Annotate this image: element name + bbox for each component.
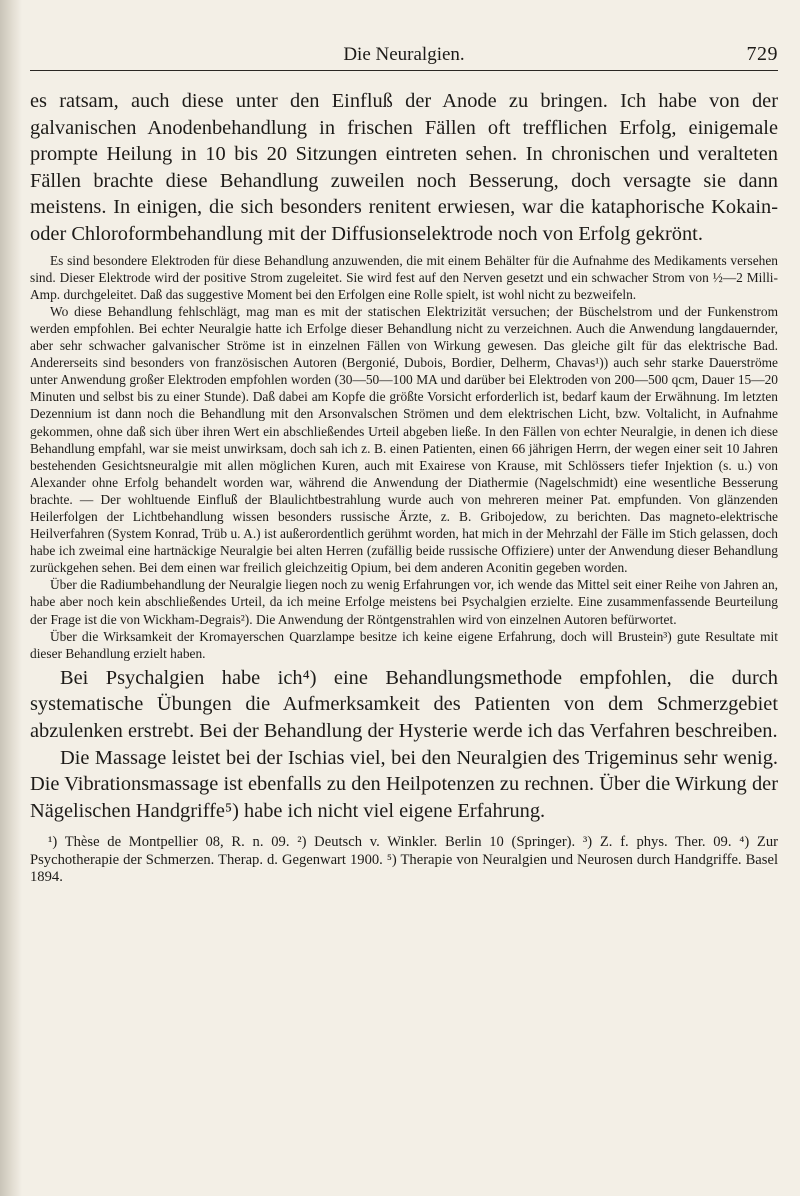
page-header xyxy=(30,40,778,71)
paragraph-radium: Über die Radiumbehandlung der Neuralgie liegen noch zu wenig Erfahrungen vor, ich wende das Mittel seit einer Reihe von Jahren an, habe aber noch kein abschließendes Urteil, da ich meine Erfolge meistens bei Psychalgien erzielte. Eine zusammenfassende Beurteilung der Frage ist die von Wickham-Degrais²). Die Anwendung der Röntgenstrahlen wird von einzelnen Autoren befürwortet. xyxy=(30,577,778,627)
page-body xyxy=(30,88,778,887)
paragraph-psychalgia: Bei Psychalgien habe ich⁴) eine Behandlungsmethode empfohlen, die durch systematische Übungen die Aufmerksamkeit des Patienten von dem Schmerzgebiet abzulenken erstrebt. Bei der Behandlung der Hysterie werde ich das Verfahren beschreiben. xyxy=(30,666,778,742)
paragraph-anode-treatment: es ratsam, auch diese unter den Einfluß der Anode zu bringen. Ich habe von der galvanischen Anodenbehandlung in frischen Fällen oft trefflichen Erfolg, einigemale prompte Heilung in 10 bis 20 Sitzungen eintreten sehen. In chronischen und veralteten Fällen brachte diese Behandlung zuweilen noch Besserung, doch versagte sie dann meistens. In einigen, die sich besonders renitent erwiesen, war die kataphorische Kokain- oder Chloroformbehandlung mit der Diffusionselektrode noch von Erfolg gekrönt. xyxy=(30,90,778,245)
paragraph-massage: Die Massage leistet bei der Ischias viel, bei den Neuralgien des Trigeminus sehr wenig. Die Vibrationsmassage ist ebenfalls zu den Heilpotenzen zu rechnen. Über die Wirkung der Nägelischen Handgriffe⁵) habe ich nicht viel eigene Erfahrung. xyxy=(30,746,778,822)
paragraph-electrodes: Es sind besondere Elektroden für diese Behandlung anzuwenden, die mit einem Behälter für die Aufnahme des Medikaments versehen sind. Dieser Elektrode wird der positive Strom zugeleitet. Sie wird fest auf den Nerven gesetzt und ein schwacher Strom von ½—2 Milli-Amp. durchgeleitet. Daß das suggestive Moment bei den Erfolgen eine Rolle spielt, ist wohl nicht zu bezweifeln. xyxy=(30,252,778,302)
page-gutter-shadow xyxy=(0,0,22,1196)
paragraph-static-electricity: Wo diese Behandlung fehlschlägt, mag man es mit der statischen Elektrizität versuchen; der Büschelstrom und der Funkenstrom werden empfohlen. Bei echter Neuralgie hatte ich Erfolge dieser Behandlung nicht zu verzeichnen. Auch die Anwendung langdauernder, aber sehr schwacher galvanischer Ströme ist in einzelnen Fällen von Wirkung gewesen. Das gleiche gilt für das elektrische Bad. Andererseits sind besonders von französischen Autoren (Bergonié, Dubois, Bordier, Delherm, Chavas¹)) auch sehr starke Dauerströme unter Anwendung großer Elektroden empfohlen worden (30—50—100 MA und darüber bei Elektroden von 200—500 qcm, Dauer 15—20 Minuten und selbst bis zu einer Stunde). Daß dabei am Kopfe die größte Vorsicht erforderlich ist, bedarf kaum der Erwähnung. Im letzten Dezennium ist dann noch die Behandlung mit den Arsonvalschen Strömen und dem elektrischen Licht, bzw. Voltalicht, in Aufnahme gekommen, ohne daß sich über ihren Wert ein abschließendes Urteil abgeben ließe. In den Fällen von echter Neuralgie, in denen ich diese Behandlung empfahl, war sie meist unwirksam, doch sah ich z. B. einen Patienten, einen 66 jährigen Herrn, der wegen einer seit 10 Jahren bestehenden Gesichtsneuralgie mit allen möglichen Kuren, auch mit Exairese von Krause, mit Schlössers tiefer Injektion (s. u.) von Alexander ohne Erfolg behandelt worden war, während die Anwendung der Diathermie (Nagelschmidt) eine wesentliche Besserung brachte. — Der wohltuende Einfluß der Blaulichtbestrahlung wurde auch von mehreren meiner Pat. empfunden. Von glänzenden Heilerfolgen der Lichtbehandlung wissen besonders russische Ärzte, z. B. Gribojedow, zu berichten. Das magneto-elektrische Heilverfahren (System Konrad, Trüb u. A.) ist außerordentlich gerühmt worden, hat mich in der Mehrzahl der Fälle im Stich gelassen, doch habe ich zweimal eine hartnäckige Neuralgie bei alten Herren (zufällig beide russische Offiziere) unter der Anwendung dieser Behandlung zurückgehen sehen. Bei dem einen war freilich gleichzeitig Opium, bei dem anderen Aconitin gegeben worden. xyxy=(30,303,778,576)
footnotes: ¹) Thèse de Montpellier 08, R. n. 09. ²) Deutsch v. Winkler. Berlin 10 (Springer). ³) Z. f. phys. Ther. 09. ⁴) Zur Psychotherapie der Schmerzen. Therap. d. Gegenwart 1900. ⁵) Therapie von Neuralgien und Neurosen durch Handgriffe. Basel 1894. xyxy=(30,834,778,886)
page-number: 729 xyxy=(746,43,778,65)
running-title: Die Neuralgien. xyxy=(343,44,465,65)
paragraph-quartz-lamp: Über die Wirksamkeit der Kromayerschen Quarzlampe besitze ich keine eigene Erfahrung, doch will Brustein³) gute Resultate mit dieser Behandlung erzielt haben. xyxy=(30,628,778,661)
